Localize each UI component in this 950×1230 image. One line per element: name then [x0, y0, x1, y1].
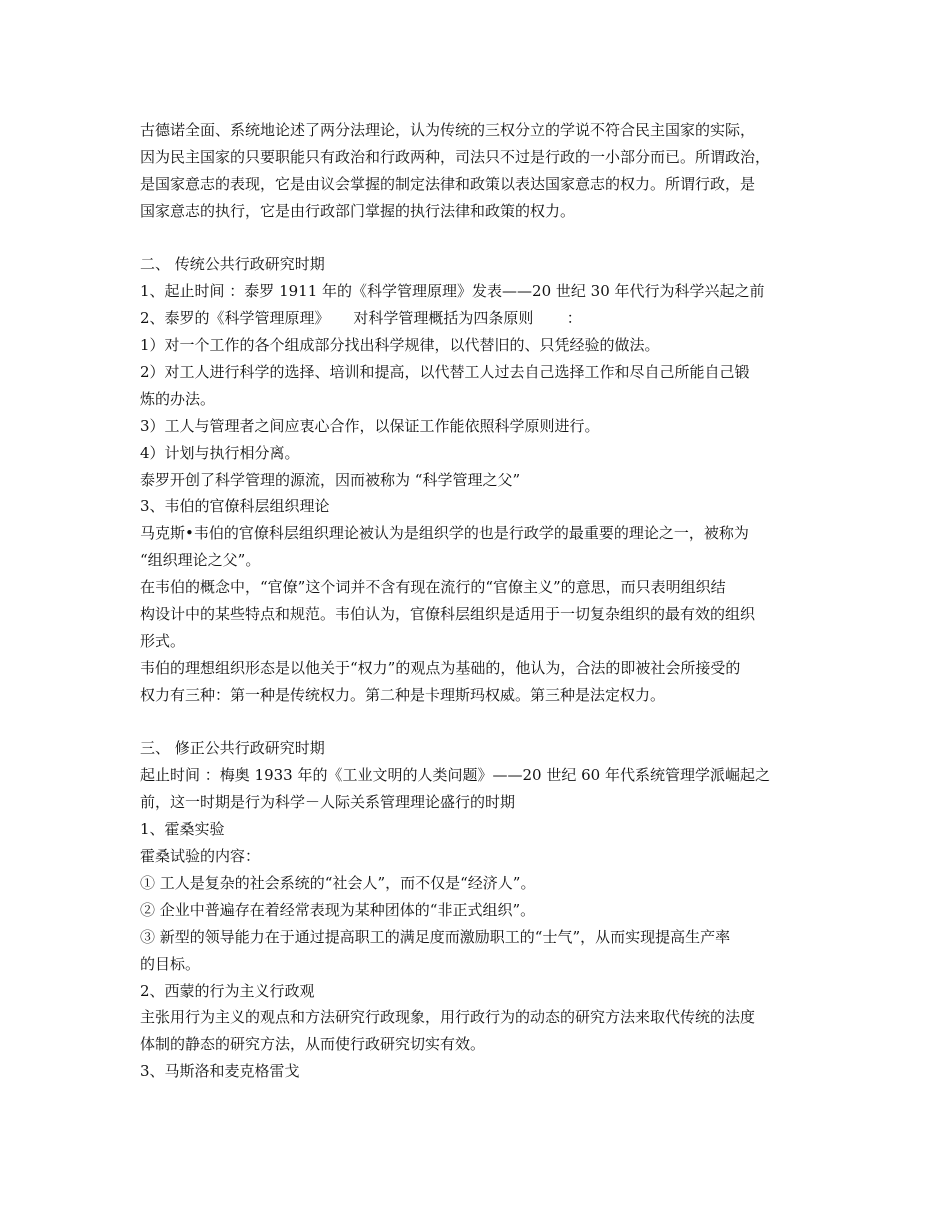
text-line: 因为民主国家的只要职能只有政治和行政两种，司法只不过是行政的一小部分而已。所谓政治，	[140, 147, 771, 166]
text-line: 的目标。	[140, 954, 201, 973]
text-line: 在韦伯的概念中，“官僚”这个词并不含有现在流行的“官僚主义”的意思，而只表明组织结	[140, 578, 726, 597]
text-line: 3）工人与管理者之间应衷心合作，以保证工作能依照科学原则进行。	[140, 416, 600, 435]
text-line: ③ 新型的领导能力在于通过提高职工的满足度而激励职工的“士气”，从而实现提高生产率	[140, 927, 731, 946]
text-line: 二、 传统公共行政研究时期	[140, 255, 325, 274]
text-line: 2）对工人进行科学的选择、培训和提高，以代替工人过去自己选择工作和尽自己所能自己锻	[140, 363, 750, 382]
text-line: 国家意志的执行，它是由行政部门掌握的执行法律和政策的权力。	[140, 201, 576, 220]
text-line: ② 企业中普遍存在着经常表现为某种团体的“非正式组织”。	[140, 900, 536, 919]
text-line: 3、韦伯的官僚科层组织理论	[140, 497, 330, 516]
text-line: 1、霍桑实验	[140, 820, 225, 839]
document-page	[140, 117, 820, 1085]
text-line: 形式。	[140, 631, 186, 650]
text-line: 泰罗开创了科学管理的源流，因而被称为 “科学管理之父”	[140, 470, 521, 489]
text-line: 4）计划与执行相分离。	[140, 443, 300, 462]
text-line: 炼的办法。	[140, 389, 216, 408]
text-line: 3、马斯洛和麦克格雷戈	[140, 1062, 300, 1081]
text-line: 构设计中的某些特点和规范。韦伯认为，官僚科层组织是适用于一切复杂组织的最有效的组织	[140, 605, 756, 624]
text-line: 1、起止时间 ：泰罗 1911 年的《科学管理原理》发表——20 世纪 30 年代行为科学兴起之前	[140, 282, 765, 301]
text-line: 主张用行为主义的观点和方法研究行政现象，用行政行为的动态的研究方法来取代传统的法度	[140, 1008, 756, 1027]
text-line: ① 工人是复杂的社会系统的“社会人”，而不仅是“经济人”。	[140, 873, 536, 892]
text-line: 是国家意志的表现，它是由议会掌握的制定法律和政策以表达国家意志的权力。所谓行政，是	[140, 174, 756, 193]
text-line: 2、泰罗的《科学管理原理》 对科学管理概括为四条原则 ：	[140, 309, 582, 328]
text-line: 权力有三种：第一种是传统权力。第二种是卡理斯玛权威。第三种是法定权力。	[140, 685, 666, 704]
text-line: “组织理论之父”。	[140, 551, 261, 570]
text-line: 体制的静态的研究方法，从而使行政研究切实有效。	[140, 1035, 486, 1054]
text-line: 2、西蒙的行为主义行政观	[140, 981, 315, 1000]
text-line: 起止时间 ：梅奥 1933 年的《工业文明的人类问题》——20 世纪 60 年代系统管理学派崛起之	[140, 766, 770, 785]
text-line: 古德诺全面、系统地论述了两分法理论，认为传统的三权分立的学说不符合民主国家的实际，	[140, 121, 756, 139]
text-line: 前，这一时期是行为科学－人际关系管理理论盛行的时期	[140, 793, 516, 812]
blank-line	[140, 709, 820, 736]
text-line: 马克斯•韦伯的官僚科层组织理论被认为是组织学的也是行政学的最重要的理论之一，被称为	[140, 524, 749, 543]
blank-line	[140, 225, 820, 252]
text-line: 1）对一个工作的各个组成部分找出科学规律，以代替旧的、只凭经验的做法。	[140, 336, 660, 355]
text-line: 三、 修正公共行政研究时期	[140, 739, 325, 758]
text-line: 霍桑试验的内容：	[140, 847, 261, 866]
text-line: 韦伯的理想组织形态是以他关于“权力”的观点为基础的，他认为，合法的即被社会所接受的	[140, 658, 741, 677]
